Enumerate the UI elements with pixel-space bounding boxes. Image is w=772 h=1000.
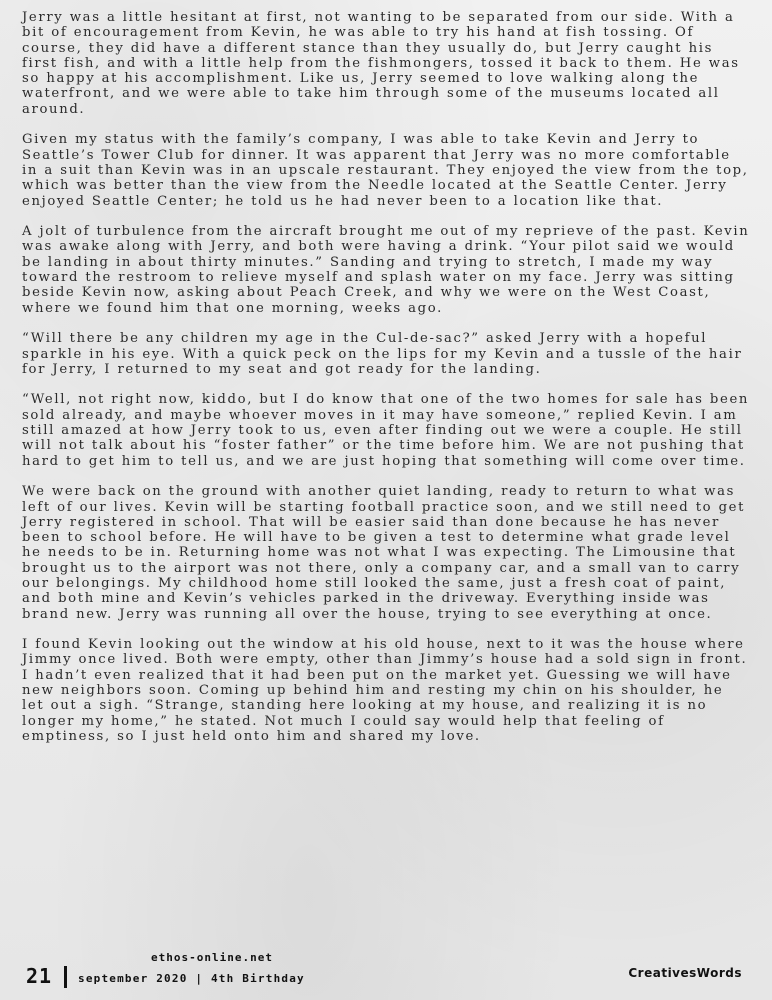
paragraph-5: “Well, not right now, kiddo, but I do know that one of the two homes for sale has been sold already, and maybe whoever moves in it may have someone,” replied Kevin. I am still amazed at how Jerry took to us, even after finding out we were a couple. He still will not talk about his “foster father” or the time before him. We are not pushing that hard to get him to tell us, and we are just hoping that something will come over time. xyxy=(22,392,750,469)
footer-divider xyxy=(64,966,67,988)
paragraph-4: “Will there be any children my age in the Cul-de-sac?” asked Jerry with a hopeful sparkle in his eye. With a quick peck on the lips for my Kevin and a tussle of the hair for Jerry, I returned to my seat and got ready for the landing. xyxy=(22,331,743,377)
website-link[interactable]: ethos-online.net xyxy=(151,951,273,964)
paragraph-7: I found Kevin looking out the window at his old house, next to it was the house where Jimmy once lived. Both were empty, other than Jimmy’s house had a sold sign in front. I hadn’t even realized that it had been put on the market yet. Guessing we will have new neighbors soon. Coming up behind him and resting my chin on his shoulder, he let out a sigh. “Strange, standing here looking at my house, and realizing it is no longer my home,” he stated. Not much I could say would help that feeling of emptiness, so I just held onto him and shared my love. xyxy=(22,637,748,744)
page-number: 21 xyxy=(26,964,53,988)
paragraph-3: A jolt of turbulence from the aircraft brought me out of my reprieve of the past. Kevin was awake along with Jerry, and both were having a drink. “Your pilot said we would be landing in about thirty minutes.” Sanding and trying to stretch, I made my way toward the restroom to relieve myself and splash water on my face. Jerry was sitting beside Kevin now, asking about Peach Creek, and why we were on the West Coast, where we found him that one morning, weeks ago. xyxy=(22,224,750,316)
issue-label: september 2020 | 4th Birthday xyxy=(78,972,305,985)
paragraph-2: Given my status with the family’s company, I was able to take Kevin and Jerry to Seattle’s Tower Club for dinner. It was apparent that Jerry was no more comfortable in a suit than Kevin was in an upscale restaurant. They enjoyed the view from the top, which was better than the view from the Needle located at the Seattle Center. Jerry enjoyed Seattle Center; he told us he had never been to a location like that. xyxy=(22,132,749,209)
paragraph-6: We were back on the ground with another quiet landing, ready to return to what was left of our lives. Kevin will be starting football practice soon, and we still need to get Jerry registered in school. That will be easier said than done because he has never been to school before. He will have to be given a test to determine what grade level he needs to be in. Returning home was not what I was expecting. The Limousine that brought us to the airport was not there, only a company car, and a small van to carry our belongings. My childhood home still looked the same, just a fresh coat of paint, and both mine and Kevin’s vehicles parked in the driveway. Everything inside was brand new. Jerry was running all over the house, trying to see everything at once. xyxy=(22,484,746,622)
article-body xyxy=(22,10,750,760)
section-brand: CreativesWords xyxy=(628,966,742,980)
paragraph-1: Jerry was a little hesitant at first, not wanting to be separated from our side. With a bit of encouragement from Kevin, he was able to try his hand at fish tossing. Of course, they did have a different stance than they usually do, but Jerry caught his first fish, and with a little help from the fishmongers, tossed it back to them. He was so happy at his accomplishment. Like us, Jerry seemed to love walking along the waterfront, and we were able to take him through some of the museums located all around. xyxy=(22,10,740,117)
page-footer xyxy=(0,948,772,1000)
